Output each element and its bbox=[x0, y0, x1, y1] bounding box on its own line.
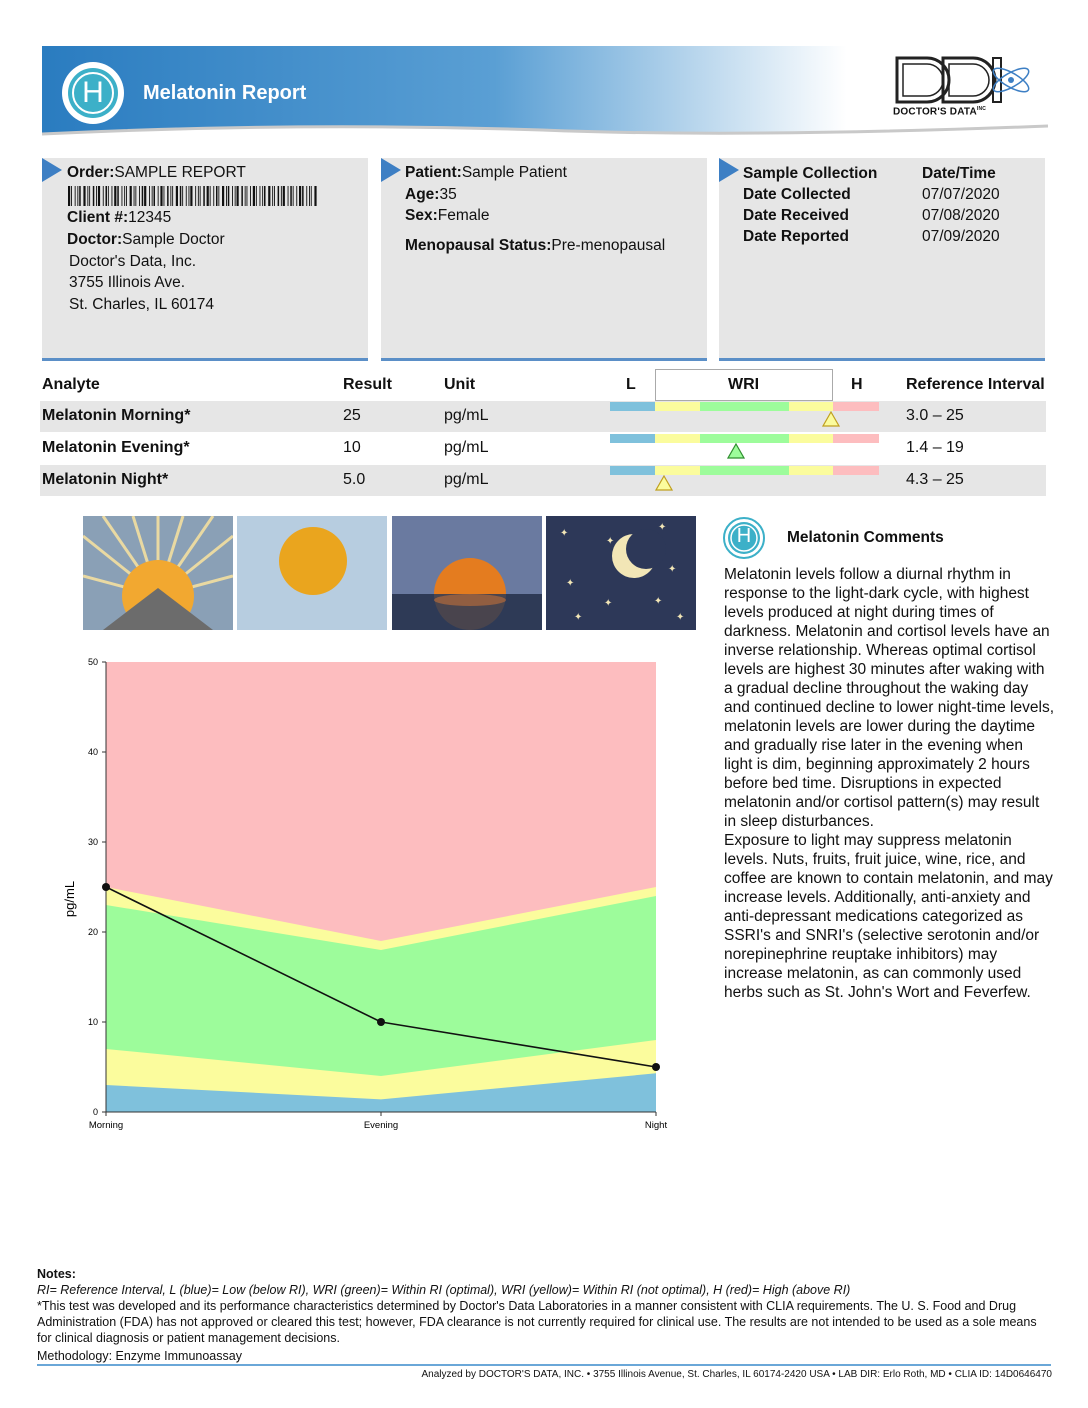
analyte-name: Melatonin Evening* bbox=[42, 439, 190, 456]
client-value: 12345 bbox=[128, 209, 172, 226]
analyte-name: Melatonin Morning* bbox=[42, 407, 191, 424]
range-bar-segment bbox=[610, 402, 655, 411]
barcode-bar bbox=[250, 186, 251, 206]
barcode-bar bbox=[79, 186, 81, 206]
comments-title: Melatonin Comments bbox=[787, 529, 944, 546]
barcode-bar bbox=[198, 186, 199, 206]
high-header: H bbox=[851, 376, 863, 393]
barcode-bar bbox=[311, 186, 312, 206]
y-tick-label: 20 bbox=[87, 927, 98, 937]
barcode-bar bbox=[135, 186, 136, 206]
moon-icon bbox=[546, 516, 696, 630]
barcode-bar bbox=[83, 186, 85, 206]
barcode-bar bbox=[278, 186, 280, 206]
barcode-bar bbox=[134, 186, 135, 206]
data-point bbox=[377, 1018, 385, 1026]
barcode-bar bbox=[144, 186, 146, 206]
comments-paragraph: Exposure to light may suppress melatonin levels. Nuts, fruits, fruit juice, wine, rice, and coffee are known to contain melatonin, and may increase levels. Additionally, anti-anxiety and anti-depressant medications categorized as SSRI's and SNRI's (selective serotonin and/or norepinephrine reuptake inhibitors) may increase melatonin, as can commonly used herbs such as St. John's Wort and Feverfew. bbox=[724, 832, 1053, 1001]
sex-value: Female bbox=[437, 207, 490, 224]
barcode-bar bbox=[262, 186, 263, 206]
barcode-bar bbox=[210, 186, 211, 206]
barcode-bar bbox=[264, 186, 266, 206]
result-value: 5.0 bbox=[343, 471, 366, 488]
range-bar-segment bbox=[655, 402, 700, 411]
barcode-bar bbox=[164, 186, 165, 206]
address-line: St. Charles, IL 60174 bbox=[69, 296, 215, 313]
barcode-bar bbox=[139, 186, 140, 206]
range-bar-segment bbox=[700, 434, 789, 443]
barcode-bar bbox=[309, 186, 310, 206]
result-marker-icon bbox=[655, 475, 673, 491]
age-label: Age: bbox=[405, 186, 440, 203]
footer-divider bbox=[37, 1364, 1051, 1366]
analyte-header: Analyte bbox=[42, 376, 100, 393]
barcode-bar bbox=[98, 186, 100, 206]
unit-value: pg/mL bbox=[444, 407, 489, 424]
y-tick-label: 10 bbox=[87, 1017, 98, 1027]
barcode-bar bbox=[180, 186, 182, 206]
order-label: Order: bbox=[67, 164, 115, 181]
date-label: Date Reported bbox=[743, 228, 849, 245]
logo-ring bbox=[72, 72, 114, 114]
barcode-bar bbox=[170, 186, 171, 206]
barcode-bar bbox=[186, 186, 187, 206]
range-bar-segment bbox=[789, 434, 833, 443]
patient-label: Patient: bbox=[405, 164, 462, 181]
svg-text:✦: ✦ bbox=[560, 528, 569, 539]
report-title: Melatonin Report bbox=[143, 82, 307, 104]
barcode-bar bbox=[314, 186, 316, 206]
order-value: SAMPLE REPORT bbox=[114, 164, 246, 181]
barcode-bar bbox=[77, 186, 78, 206]
barcode-bar bbox=[228, 186, 230, 206]
barcode-bar bbox=[108, 186, 109, 206]
barcode-bar bbox=[232, 186, 233, 206]
reference-interval: 1.4 – 19 bbox=[906, 439, 964, 456]
menopausal-value: Pre-menopausal bbox=[551, 237, 666, 254]
barcode-bar bbox=[182, 186, 183, 206]
reference-interval: 3.0 – 25 bbox=[906, 407, 964, 424]
svg-text:✦: ✦ bbox=[606, 536, 615, 547]
notes-methodology: Methodology: Enzyme Immunoassay bbox=[37, 1349, 242, 1363]
barcode-bar bbox=[190, 186, 192, 206]
barcode-bar bbox=[207, 186, 209, 206]
svg-text:✦: ✦ bbox=[668, 564, 677, 575]
age-value: 35 bbox=[439, 186, 457, 203]
barcode-bar bbox=[126, 186, 127, 206]
barcode-bar bbox=[281, 186, 282, 206]
data-point bbox=[102, 883, 110, 891]
barcode-bar bbox=[112, 186, 113, 206]
barcode-bar bbox=[260, 186, 261, 206]
svg-text:✦: ✦ bbox=[566, 578, 575, 589]
barcode-bar bbox=[293, 186, 294, 206]
barcode-bar bbox=[87, 186, 88, 206]
barcode-bar bbox=[274, 186, 275, 206]
svg-text:✦: ✦ bbox=[574, 612, 583, 623]
barcode-bar bbox=[216, 186, 218, 206]
footer-text: Analyzed by DOCTOR'S DATA, INC. • 3755 Illinois Avenue, St. Charles, IL 60174-2420 USA • LAB DIR: Erlo Roth, MD • CLIA ID: 14D0646470 bbox=[421, 1369, 1052, 1380]
barcode-bar bbox=[290, 186, 292, 206]
patient-box bbox=[381, 158, 707, 361]
y-axis-label: pg/mL bbox=[62, 880, 77, 918]
date-value: 07/08/2020 bbox=[922, 207, 1000, 224]
barcode-bar bbox=[245, 186, 246, 206]
range-bar-segment bbox=[833, 466, 879, 475]
result-marker-icon bbox=[727, 443, 745, 459]
barcode-bar bbox=[213, 186, 214, 206]
range-bar-segment bbox=[655, 466, 700, 475]
wri-header: WRI bbox=[728, 376, 760, 393]
barcode-bar bbox=[130, 186, 132, 206]
barcode-bar bbox=[222, 186, 224, 206]
x-tick-label: Evening bbox=[363, 1120, 399, 1131]
unit-value: pg/mL bbox=[444, 471, 489, 488]
svg-text:✦: ✦ bbox=[658, 522, 667, 533]
barcode-bar bbox=[288, 186, 289, 206]
result-marker-icon bbox=[822, 411, 840, 427]
comments-paragraph: Melatonin levels follow a diurnal rhythm in response to the light-dark cycle, with highest levels produced at night during times of darkness. Melatonin and cortisol levels have an inverse relationship. Whereas optimal cortisol levels are highest 30 minutes after waking with a gradual decline throughout the waking day and continued decline to lower night-time levels, melatonin levels are lower during the daytime and gradually rise later in the evening when light is dim, beginning approximately 2 hours before bed time. Disruptions in expected melatonin and/or cortisol pattern(s) may result in sleep disturbances. bbox=[724, 566, 1054, 830]
melatonin-chart bbox=[40, 650, 680, 1140]
barcode-bar bbox=[218, 186, 219, 206]
range-bar-segment bbox=[655, 434, 700, 443]
notes-title: Notes: bbox=[37, 1267, 76, 1281]
notes-legend: RI= Reference Interval, L (blue)= Low (below RI), WRI (green)= Within RI (optimal), WRI (yellow)= Within RI (not optimal), H (red)= High (above RI) bbox=[37, 1283, 851, 1297]
doctor-value: Sample Doctor bbox=[122, 231, 225, 248]
svg-text:✦: ✦ bbox=[676, 612, 685, 623]
barcode-bar bbox=[302, 186, 304, 206]
range-bar-segment bbox=[610, 466, 655, 475]
barcode-bar bbox=[306, 186, 307, 206]
collection-header: Sample Collection bbox=[743, 165, 878, 182]
result-value: 25 bbox=[343, 407, 361, 424]
barcode-bar bbox=[268, 186, 270, 206]
h-comments-letter: H bbox=[736, 525, 752, 547]
sunrise-icon bbox=[83, 516, 233, 630]
notes-disclaimer: *This test was developed and its performance characteristics determined by Doctor's Data Laboratories in a manner consistent with CLIA requirements. The U. S. Food and Drug Administration (FDA) has not approved or cleared this test; however, FDA clearance is not currently required for clinical use. The results are not intended to be used as a sole means for clinical diagnosis or patient management decisions. bbox=[37, 1299, 1037, 1345]
barcode-bar bbox=[117, 186, 119, 206]
barcode-bar bbox=[75, 186, 76, 206]
barcode-bar bbox=[142, 186, 144, 206]
barcode-bar bbox=[296, 186, 297, 206]
barcode-bar bbox=[149, 186, 150, 206]
range-bar-segment bbox=[700, 466, 789, 475]
barcode-bar bbox=[203, 186, 205, 206]
menopausal-label: Menopausal Status: bbox=[405, 237, 552, 254]
comments-body bbox=[724, 565, 1054, 1002]
table-row bbox=[40, 433, 1046, 464]
barcode-bar bbox=[154, 186, 156, 206]
address-line: Doctor's Data, Inc. bbox=[69, 253, 197, 270]
x-tick-label: Night bbox=[644, 1120, 668, 1131]
datetime-header: Date/Time bbox=[922, 165, 996, 182]
barcode-bar bbox=[103, 186, 104, 206]
barcode-bar bbox=[124, 186, 125, 206]
table-row bbox=[40, 401, 1046, 432]
result-header: Result bbox=[343, 376, 392, 393]
range-bar-segment bbox=[833, 434, 879, 443]
analyte-name: Melatonin Night* bbox=[42, 471, 169, 488]
client-label: Client #: bbox=[67, 209, 129, 226]
barcode-bar bbox=[167, 186, 169, 206]
range-bar-segment bbox=[789, 402, 833, 411]
barcode-bar bbox=[106, 186, 108, 206]
low-header: L bbox=[626, 376, 636, 393]
unit-value: pg/mL bbox=[444, 439, 489, 456]
doctor-label: Doctor: bbox=[67, 231, 123, 248]
y-tick-label: 50 bbox=[87, 657, 98, 667]
barcode-bar bbox=[256, 186, 257, 206]
x-tick-label: Morning bbox=[88, 1120, 124, 1131]
date-label: Date Received bbox=[743, 207, 849, 224]
h-logo-icon: H bbox=[68, 68, 118, 118]
barcode bbox=[68, 186, 320, 206]
barcode-bar bbox=[272, 186, 273, 206]
barcode-bar bbox=[189, 186, 190, 206]
notes-section bbox=[37, 1266, 1053, 1364]
barcode-bar bbox=[96, 186, 97, 206]
table-row bbox=[40, 465, 1046, 496]
date-value: 07/09/2020 bbox=[922, 228, 1000, 245]
barcode-bar bbox=[237, 186, 239, 206]
barcode-bar bbox=[176, 186, 178, 206]
barcode-bar bbox=[247, 186, 248, 206]
collection-box bbox=[719, 158, 1045, 361]
barcode-bar bbox=[68, 186, 70, 206]
range-bar-segment bbox=[700, 402, 789, 411]
barcode-bar bbox=[114, 186, 116, 206]
barcode-bar bbox=[158, 186, 159, 206]
patient-value: Sample Patient bbox=[461, 164, 567, 181]
date-label: Date Collected bbox=[743, 186, 851, 203]
range-bar-segment bbox=[610, 434, 655, 443]
result-value: 10 bbox=[343, 439, 361, 456]
barcode-bar bbox=[93, 186, 95, 206]
address-line: 3755 Illinois Ave. bbox=[69, 274, 186, 291]
barcode-bar bbox=[235, 186, 236, 206]
ddi-logo-text: DOCTOR'S $DATA^{INC}$ bbox=[893, 106, 987, 118]
y-tick-label: 40 bbox=[87, 747, 98, 757]
barcode-bar bbox=[122, 186, 123, 206]
svg-text:✦: ✦ bbox=[604, 598, 613, 609]
y-tick-label: 0 bbox=[92, 1107, 98, 1117]
barcode-bar bbox=[71, 186, 72, 206]
reference-interval: 4.3 – 25 bbox=[906, 471, 964, 488]
barcode-bar bbox=[152, 186, 153, 206]
y-tick-label: 30 bbox=[87, 837, 98, 847]
sunset-icon bbox=[392, 516, 542, 630]
range-bar-segment bbox=[789, 466, 833, 475]
barcode-bar bbox=[200, 186, 201, 206]
ref-interval-header: Reference Interval bbox=[906, 376, 1045, 393]
svg-text:✦: ✦ bbox=[654, 596, 663, 607]
barcode-bar bbox=[160, 186, 162, 206]
barcode-bar bbox=[283, 186, 285, 206]
barcode-bar bbox=[89, 186, 90, 206]
unit-header: Unit bbox=[444, 376, 476, 393]
barcode-bar bbox=[172, 186, 173, 206]
barcode-bar bbox=[299, 186, 301, 206]
barcode-bar bbox=[241, 186, 243, 206]
barcode-bar bbox=[253, 186, 255, 206]
sex-label: Sex: bbox=[405, 207, 438, 224]
range-bar-segment bbox=[833, 402, 879, 411]
barcode-bar bbox=[195, 186, 196, 206]
date-value: 07/07/2020 bbox=[922, 186, 1000, 203]
sun-icon bbox=[237, 516, 387, 630]
data-point bbox=[652, 1063, 660, 1071]
barcode-bar bbox=[226, 186, 227, 206]
